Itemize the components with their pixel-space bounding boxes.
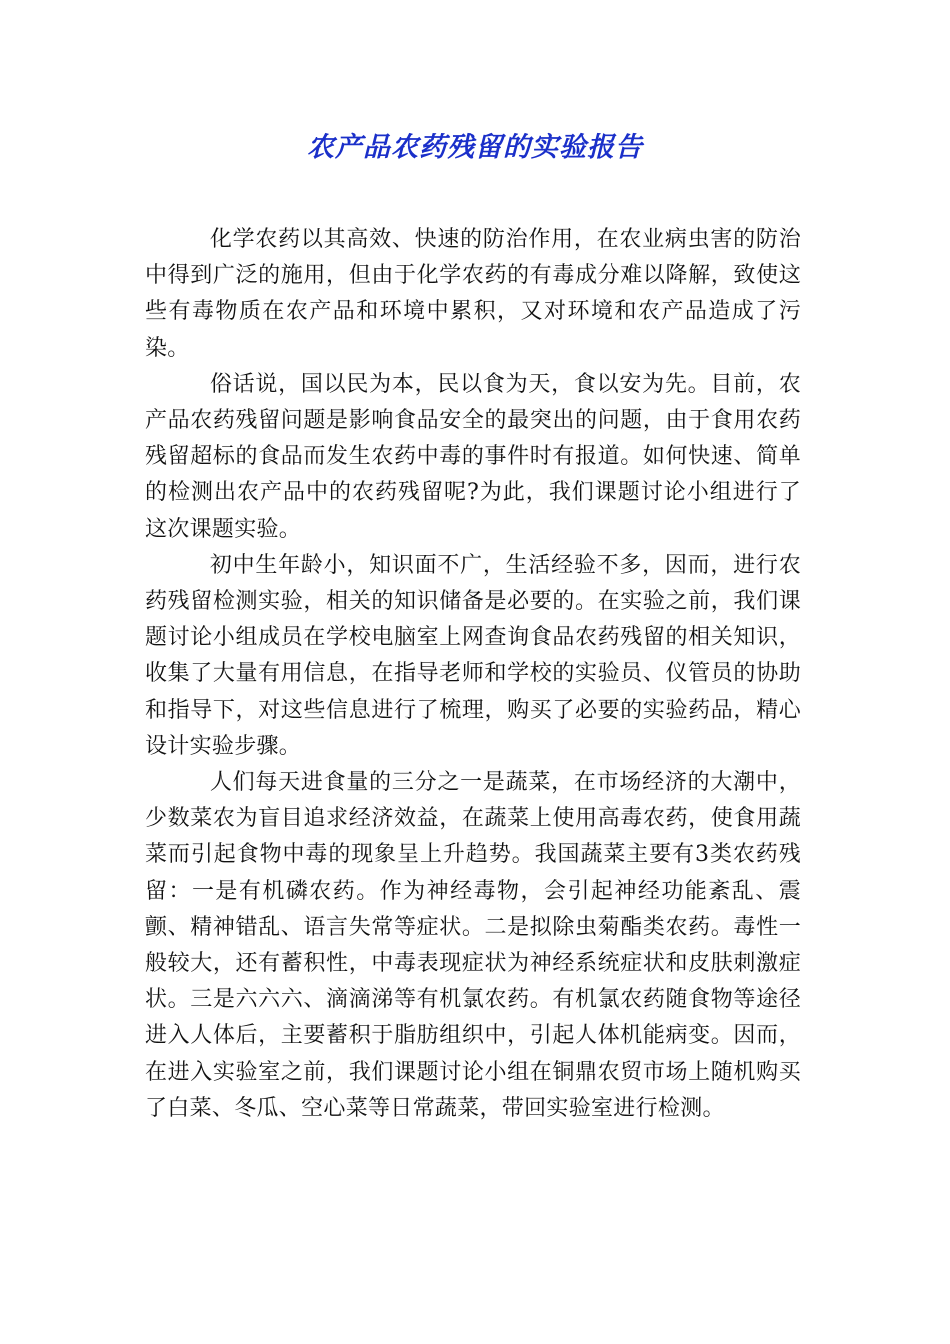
paragraph-4: 人们每天进食量的三分之一是蔬菜，在市场经济的大潮中，少数菜农为盲目追求经济效益，在蔬菜上使用高毒农药，使食用蔬菜而引起食物中毒的现象呈上升趋势。我国蔬菜主要有3类农药残留：一是有机磷农药。作为神经毒物，会引起神经功能紊乱、震颤、精神错乱、语言失常等症状。二是拟除虫菊酯类农药。毒性一般较大，还有蓄积性，中毒表现症状为神经系统症状和皮肤刺激症状。三是六六六、滴滴涕等有机氯农药。有机氯农药随食物等途径进入人体后，主要蓄积于脂肪组织中，引起人体机能病变。因而，在进入实验室之前，我们课题讨论小组在铜鼎农贸市场上随机购买了白菜、冬瓜、空心菜等日常蔬菜，带回实验室进行检测。 xyxy=(145,770,801,1121)
document-title: 农产品农药残留的实验报告 xyxy=(307,132,643,163)
paragraph-3: 初中生年龄小，知识面不广，生活经验不多，因而，进行农药残留检测实验，相关的知识储备是必要的。在实验之前，我们课题讨论小组成员在学校电脑室上网查询食品农药残留的相关知识，收集了大量有用信息，在指导老师和学校的实验员、仪管员的协助和指导下，对这些信息进行了梳理，购买了必要的实验药品，精心设计实验步骤。 xyxy=(145,552,801,759)
document-body xyxy=(145,222,801,1127)
paragraph-2: 俗话说，国以民为本，民以食为天，食以安为先。目前，农产品农药残留问题是影响食品安全的最突出的问题，由于食用农药残留超标的食品而发生农药中毒的事件时有报道。如何快速、简单的检测出农产品中的农药残留呢?为此，我们课题讨论小组进行了这次课题实验。 xyxy=(145,371,801,542)
paragraph-1: 化学农药以其高效、快速的防治作用，在农业病虫害的防治中得到广泛的施用，但由于化学农药的有毒成分难以降解，致使这些有毒物质在农产品和环境中累积，又对环境和农产品造成了污染。 xyxy=(145,227,801,361)
